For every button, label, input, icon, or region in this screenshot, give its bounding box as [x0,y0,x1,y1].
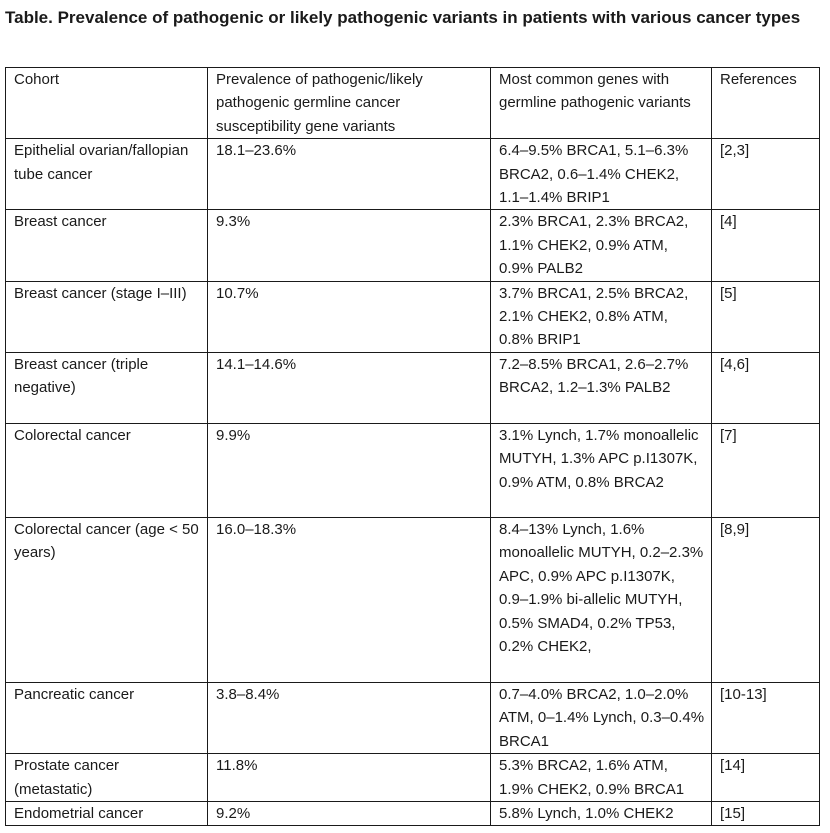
cell-prevalence: 9.2% [208,801,491,825]
cell-genes: 7.2–8.5% BRCA1, 2.6–2.7% BRCA2, 1.2–1.3% PALB2 [491,352,712,423]
cell-genes: 8.4–13% Lynch, 1.6% monoallelic MUTYH, 0.2–2.3% APC, 0.9% APC p.I1307K, 0.9–1.9% bi-allelic MUTYH, 0.5% SMAD4, 0.2% TP53, 0.2% CHEK2, [491,517,712,682]
cell-prevalence: 9.3% [208,210,491,281]
cell-genes: 3.7% BRCA1, 2.5% BRCA2, 2.1% CHEK2, 0.8% ATM, 0.8% BRIP1 [491,281,712,352]
table-row [6,801,820,825]
cell-prevalence: 9.9% [208,423,491,517]
cell-references: [10-13] [712,682,820,753]
table-header-row [6,68,820,139]
cell-references: [15] [712,801,820,825]
cell-references: [7] [712,423,820,517]
cell-cohort: Colorectal cancer [6,423,208,517]
cell-prevalence: 3.8–8.4% [208,682,491,753]
cell-prevalence: 11.8% [208,754,491,802]
table-caption: Table. Prevalence of pathogenic or likely pathogenic variants in patients with various cancer types [5,8,801,27]
table-row [6,682,820,753]
table-row [6,754,820,802]
table-row [6,423,820,517]
table-row [6,210,820,281]
table-row [6,139,820,210]
cell-cohort: Pancreatic cancer [6,682,208,753]
cell-genes: 5.8% Lynch, 1.0% CHEK2 [491,801,712,825]
table-row [6,281,820,352]
cell-genes: 0.7–4.0% BRCA2, 1.0–2.0% ATM, 0–1.4% Lynch, 0.3–0.4% BRCA1 [491,682,712,753]
cell-references: [4,6] [712,352,820,423]
cell-prevalence: 16.0–18.3% [208,517,491,682]
cell-references: [2,3] [712,139,820,210]
prevalence-table [5,67,820,826]
cell-cohort: Breast cancer (triple negative) [6,352,208,423]
cell-references: [5] [712,281,820,352]
header-references: References [712,68,820,139]
cell-cohort: Breast cancer [6,210,208,281]
cell-cohort: Breast cancer (stage I–III) [6,281,208,352]
header-cohort: Cohort [6,68,208,139]
cell-prevalence: 10.7% [208,281,491,352]
cell-genes: 2.3% BRCA1, 2.3% BRCA2, 1.1% CHEK2, 0.9% ATM, 0.9% PALB2 [491,210,712,281]
header-genes: Most common genes with germline pathogenic variants [491,68,712,139]
header-prevalence: Prevalence of pathogenic/likely pathogenic germline cancer susceptibility gene variants [208,68,491,139]
cell-prevalence: 18.1–23.6% [208,139,491,210]
cell-genes: 3.1% Lynch, 1.7% monoallelic MUTYH, 1.3% APC p.I1307K, 0.9% ATM, 0.8% BRCA2 [491,423,712,517]
cell-references: [14] [712,754,820,802]
cell-references: [8,9] [712,517,820,682]
cell-references: [4] [712,210,820,281]
cell-genes: 5.3% BRCA2, 1.6% ATM, 1.9% CHEK2, 0.9% BRCA1 [491,754,712,802]
cell-cohort: Prostate cancer (metastatic) [6,754,208,802]
table-row [6,352,820,423]
cell-cohort: Epithelial ovarian/fallopian tube cancer [6,139,208,210]
cell-cohort: Colorectal cancer (age < 50 years) [6,517,208,682]
cell-prevalence: 14.1–14.6% [208,352,491,423]
table-row [6,517,820,682]
cell-genes: 6.4–9.5% BRCA1, 5.1–6.3% BRCA2, 0.6–1.4% CHEK2, 1.1–1.4% BRIP1 [491,139,712,210]
cell-cohort: Endometrial cancer [6,801,208,825]
